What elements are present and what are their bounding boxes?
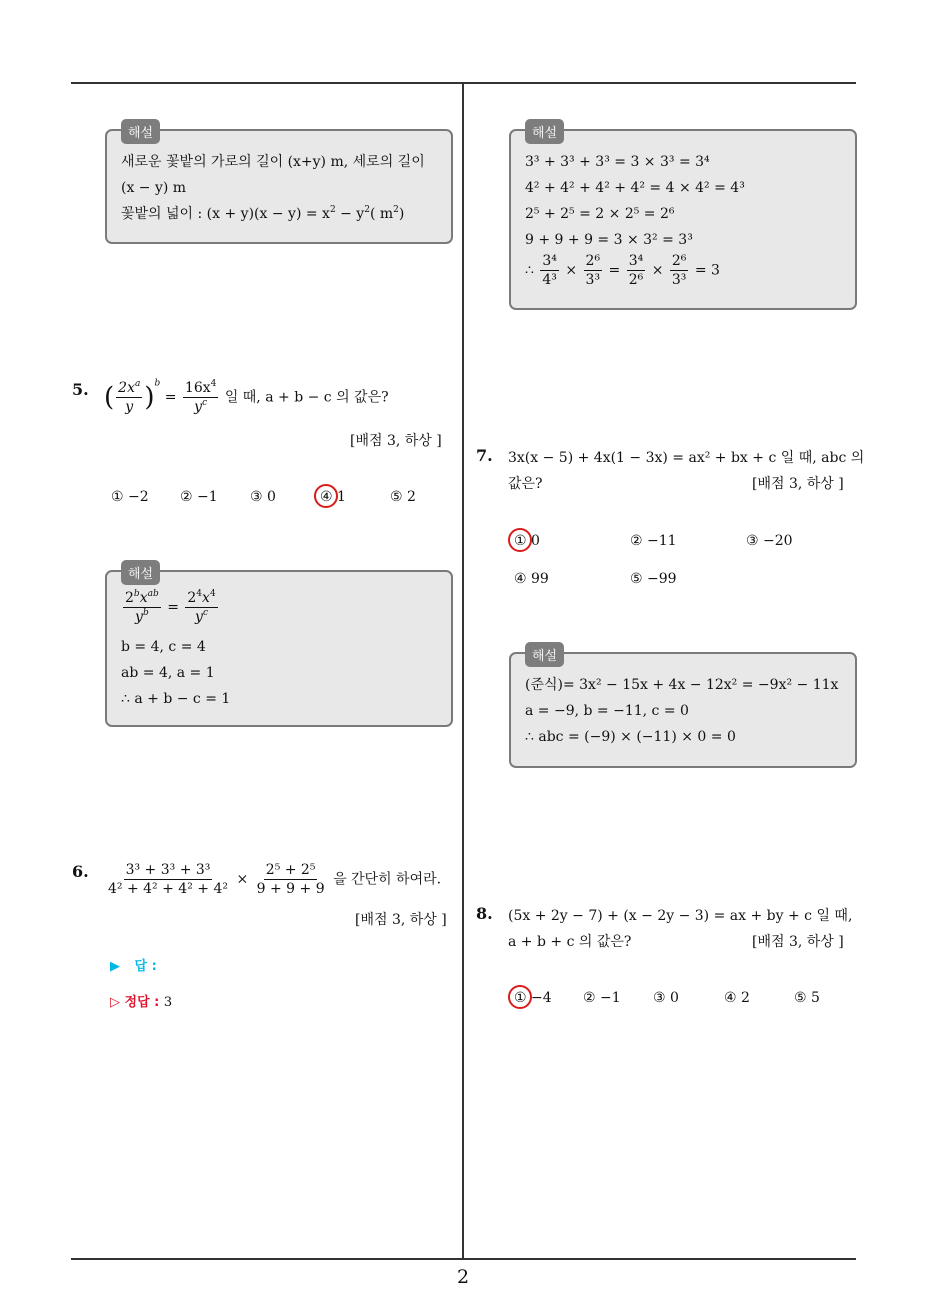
question-number: 6.	[72, 862, 89, 881]
choice-3[interactable]: ③ 0	[653, 990, 679, 1006]
fraction: $\frac{16x^4}{y^c}$	[184, 379, 217, 415]
answer-mark	[508, 985, 532, 1009]
question-6-stem: $\frac{\text{3³ + 3³ + 3³}}{\text{4² + 4² + 4² + 4²}}$ × $\frac{\text{2⁵ + 2⁵}}{9 + 9 + 9}$ 을 간단히 하여라.	[108, 862, 442, 897]
solution-line: ∴ a + b − c = 1	[121, 691, 231, 707]
solution-line: ∴ $\frac{\text{3⁴}}{\text{4³}}$ × $\frac{\text{2⁶}}{\text{3³}}$ = $\frac{\text{3⁴}}{\text{2⁶}}$ × $\frac{\text{2⁶}}{\text{3³}}$ = 3	[525, 253, 720, 288]
question-text: a + b + c 의 값은?	[508, 934, 632, 950]
correct-label: 정답 :	[124, 995, 160, 1010]
choice-4[interactable]: ④ 1	[320, 489, 346, 505]
solution-line: b = 4, c = 4	[121, 639, 206, 655]
score-meta: [배점 3, 하상 ]	[350, 433, 442, 449]
choice-5[interactable]: ⑤ 2	[390, 489, 416, 505]
bottom-rule	[71, 1258, 856, 1260]
choice-4[interactable]: ④ 2	[724, 990, 750, 1006]
score-meta: [배점 3, 하상 ]	[752, 934, 844, 950]
choice-1[interactable]: ① −2	[111, 489, 149, 505]
solution-box-q5	[105, 567, 453, 727]
choice-3[interactable]: ③ −20	[746, 533, 793, 549]
choice-5[interactable]: ⑤ 5	[794, 990, 820, 1006]
fraction: $\frac{\text{2⁵ + 2⁵}}{9 + 9 + 9}$	[256, 862, 325, 897]
solution-line: 꽃밭의 넓이 : $(x + y)(x - y) = x^2 - y^2$( $m^2$)	[121, 205, 405, 222]
choice-2[interactable]: ② −11	[630, 533, 677, 549]
choice-1[interactable]: ① −4	[514, 990, 552, 1006]
question-number: 8.	[476, 904, 493, 923]
fraction: $\frac{\text{3³ + 3³ + 3³}}{\text{4² + 4² + 4² + 4²}}$	[108, 862, 228, 897]
choice-2[interactable]: ② −1	[583, 990, 621, 1006]
correct-answer-row	[110, 991, 172, 1010]
solution-line: 새로운 꽃밭의 가로의 길이 (x+y) m, 세로의 길이	[121, 154, 425, 170]
solution-box-q7	[509, 649, 857, 768]
choice-4[interactable]: ④ 99	[514, 571, 549, 587]
choice-5[interactable]: ⑤ −99	[630, 571, 677, 587]
answer-mark	[314, 484, 338, 508]
fraction: $\frac{2^bx^{ab}}{y^b}$	[125, 589, 159, 625]
choice-3[interactable]: ③ 0	[250, 489, 276, 505]
fraction: $\frac{2x^a}{y}$	[118, 379, 141, 415]
answer-row	[110, 955, 157, 974]
solution-line: 2⁵ + 2⁵ = 2 × 2⁵ = 2⁶	[525, 206, 675, 222]
page-number: 2	[456, 1266, 470, 1288]
score-meta: [배점 3, 하상 ]	[752, 476, 844, 492]
correct-value: 3	[163, 995, 173, 1010]
solution-tag: 해설	[525, 642, 564, 667]
solution-box-q6	[509, 126, 857, 310]
fraction: $\frac{2^4x^4}{y^c}$	[187, 589, 216, 625]
solution-box-q4	[105, 126, 453, 244]
top-rule	[71, 82, 856, 84]
solution-tag: 해설	[121, 560, 160, 585]
solution-line: ab = 4, a = 1	[121, 665, 215, 681]
choice-2[interactable]: ② −1	[180, 489, 218, 505]
question-text: 3x(x − 5) + 4x(1 − 3x) = ax² + bx + c 일 때, abc 의	[508, 450, 865, 466]
solution-tag: 해설	[121, 119, 160, 144]
correct-arrow-icon: ▷	[110, 995, 120, 1010]
score-meta: [배점 3, 하상 ]	[355, 912, 447, 928]
solution-line: (준식)= 3x² − 15x + 4x − 12x² = −9x² − 11x	[525, 677, 839, 693]
answer-mark	[508, 528, 532, 552]
solution-line: 9 + 9 + 9 = 3 × 3² = 3³	[525, 232, 693, 248]
solution-line: 3³ + 3³ + 3³ = 3 × 3³ = 3⁴	[525, 154, 710, 170]
question-number: 7.	[476, 446, 493, 465]
answer-arrow-icon: ▶	[110, 959, 120, 974]
choice-1[interactable]: ① 0	[514, 533, 540, 549]
solution-tag: 해설	[525, 119, 564, 144]
question-text: 값은?	[508, 476, 543, 492]
question-number: 5.	[72, 380, 89, 399]
solution-line: (x − y) m	[121, 180, 187, 196]
question-text: 일 때, a + b − c 의 값은?	[224, 389, 389, 406]
question-text: 을 간단히 하여라.	[333, 871, 442, 888]
solution-line: $\frac{2^bx^{ab}}{y^b}$ = $\frac{2^4x^4}{y^c}$	[125, 589, 216, 625]
solution-line: a = −9, b = −11, c = 0	[525, 703, 689, 719]
solution-line: 4² + 4² + 4² + 4² = 4 × 4² = 4³	[525, 180, 745, 196]
column-divider	[462, 83, 464, 1259]
solution-line: ∴ abc = (−9) × (−11) × 0 = 0	[525, 729, 736, 745]
question-5-stem: ( $\frac{2x^a}{y}$ )$^b$ = $\frac{16x^4}{y^c}$ 일 때, a + b − c 의 값은?	[104, 378, 389, 415]
answer-label: 답 :	[134, 959, 157, 974]
question-text: (5x + 2y − 7) + (x − 2y − 3) = ax + by + c 일 때,	[508, 908, 853, 924]
